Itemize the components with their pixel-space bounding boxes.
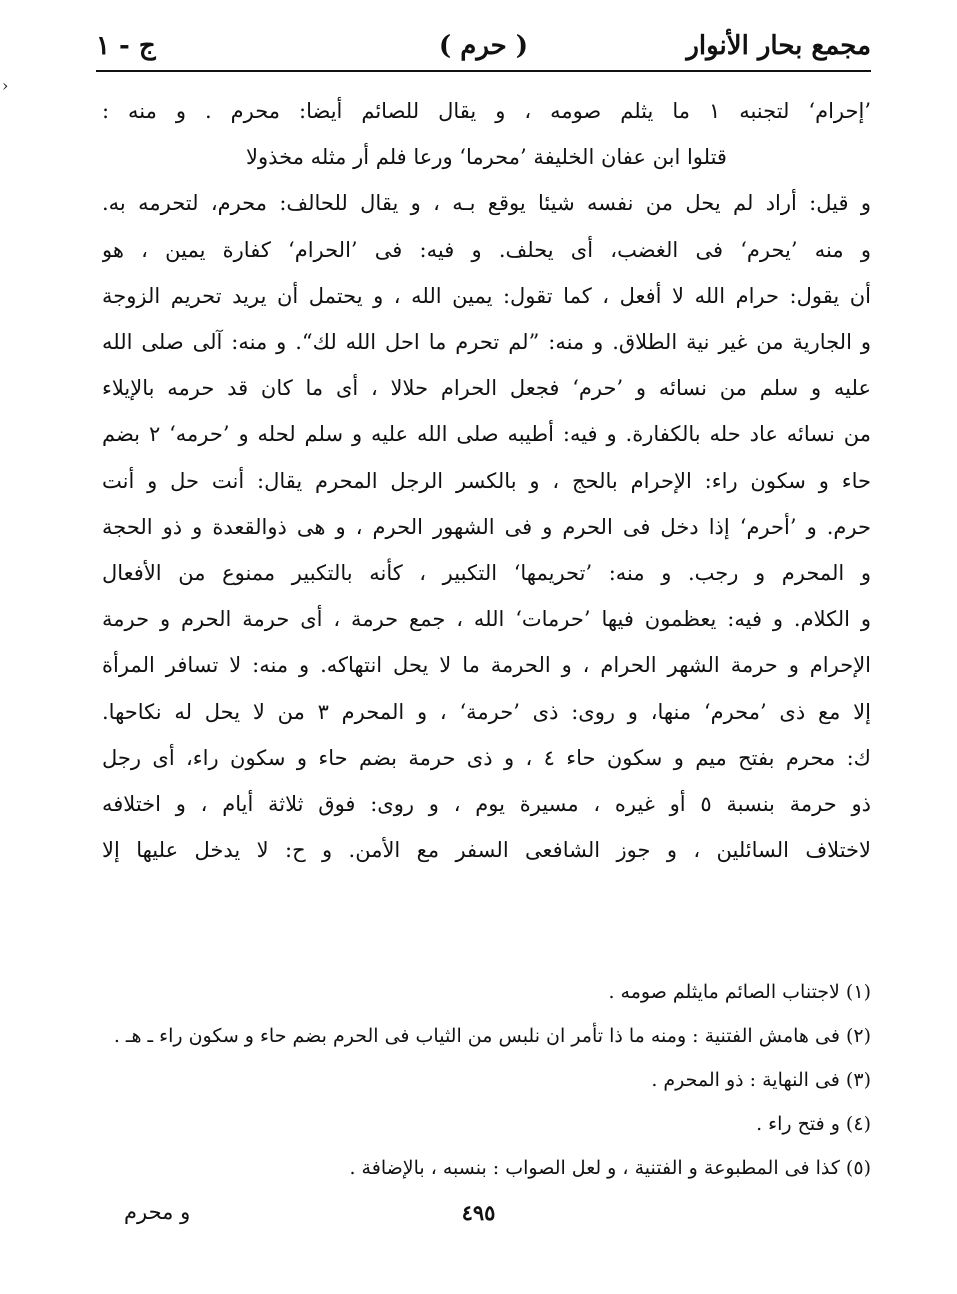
page-footer xyxy=(96,1200,861,1240)
footnote: (٢) فى هامش الفتنية : ومنه ما ذا تأمر ان نلبس من الثياب فى الحرم بضم حاء و سكون راء ـ هـ . xyxy=(113,1025,871,1047)
text-line: حاء و سكون راء: الإحرام بالحج ، و بالكسر الرجل المحرم يقال: أنت حل و أنت xyxy=(102,468,871,493)
text-line: من نسائه عاد حله بالكفارة. و فيه: أطيبه صلى الله عليه و سلم لحله و ’حرمه‘ ٢ بضم xyxy=(102,422,871,447)
margin-mark: ‹ xyxy=(2,76,9,95)
text-line: و الكلام. و فيه: يعظمون فيها ’حرمات‘ الله ، جمع حرمة ، أى حرمة الحرم و حرمة xyxy=(102,607,871,632)
text-line: و قيل: أراد لم يحل من نفسه شيئا يوقع بـه ، و يقال للحالف: محرم، لتحرمه به. xyxy=(102,191,871,216)
text-line: إلا مع ذى ’محرم‘ منها، و روى: ذى ’حرمة‘ ، و المحرم ٣ من لا يحل له نكاحها. xyxy=(102,699,871,724)
text-line: الإحرام و حرمة الشهر الحرام ، و الحرمة ما لا يحل انتهاكه. و منه: لا تسافر المرأة xyxy=(102,653,871,678)
footnote: (٣) فى النهاية : ذو المحرم . xyxy=(651,1069,871,1091)
footnotes xyxy=(102,970,871,1190)
book-title: مجمع بحار الأنوار xyxy=(686,31,871,61)
text-line: حرم. و ’أحرم‘ إذا دخل فى الحرم و فى الشهور الحرم ، و هى ذوالقعدة و ذو الحجة xyxy=(102,514,871,539)
text-line: ’إحرام‘ لتجنبه ١ ما يثلم صومه ، و يقال للصائم أيضا: محرم . و منه : xyxy=(102,99,871,123)
main-text xyxy=(102,88,871,873)
text-line: ك: محرم بفتح ميم و سكون حاء ٤ ، و ذى حرمة بضم حاء و سكون راء، أى رجل xyxy=(102,745,871,770)
text-line: و المحرم و رجب. و منه: ’تحريمها‘ التكبير ، كأنه بالتكبير ممنوع من الأفعال xyxy=(102,561,871,586)
text-line: و الجارية من غير نية الطلاق. و منه: ”لم تحرم ما احل الله لك“. و منه: آلى صلى الله xyxy=(102,330,871,355)
entry-title: ( حرم ) xyxy=(438,31,529,61)
text-line: ذو حرمة بنسبة ٥ أو غيره ، مسيرة يوم ، و روى: فوق ثلاثة أيام ، و اختلافه xyxy=(102,792,871,817)
footnote: (٥) كذا فى المطبوعة و الفتنية ، و لعل الصواب : بنسبه ، بالإضافة . xyxy=(349,1157,871,1179)
text-line: و منه ’يحرم‘ فى الغضب، أى يحلف. و فيه: فى ’الحرام‘ كفارة يمين ، هو xyxy=(102,237,871,262)
footnote: (١) لاجتناب الصائم مايثلم صومه . xyxy=(608,981,871,1003)
volume-label: ج - ١ xyxy=(96,31,156,61)
footnote: (٤) و فتح راء . xyxy=(756,1113,871,1135)
text-line: عليه و سلم من نسائه و ’حرم‘ فجعل الحرام حلالا ، أى ما كان قد حرمه بالإيلاء xyxy=(102,376,871,401)
page-header xyxy=(96,22,871,70)
text-line: أن يقول: حرام الله لا أفعل ، كما تقول: يمين الله ، و يحتمل أن يريد تحريم الزوجة xyxy=(102,283,871,308)
page-number: ٤٩٥ xyxy=(461,1200,496,1225)
text-line: لاختلاف السائلين ، و جوز الشافعى السفر مع الأمن. و ح: لا يدخل عليها إلا xyxy=(102,838,871,863)
verse-line: قتلوا ابن عفان الخليفة ’محرما‘ ورعا فلم أر مثله مخذولا xyxy=(246,145,727,170)
header-rule xyxy=(96,70,871,72)
catchword: و محرم xyxy=(124,1200,191,1224)
